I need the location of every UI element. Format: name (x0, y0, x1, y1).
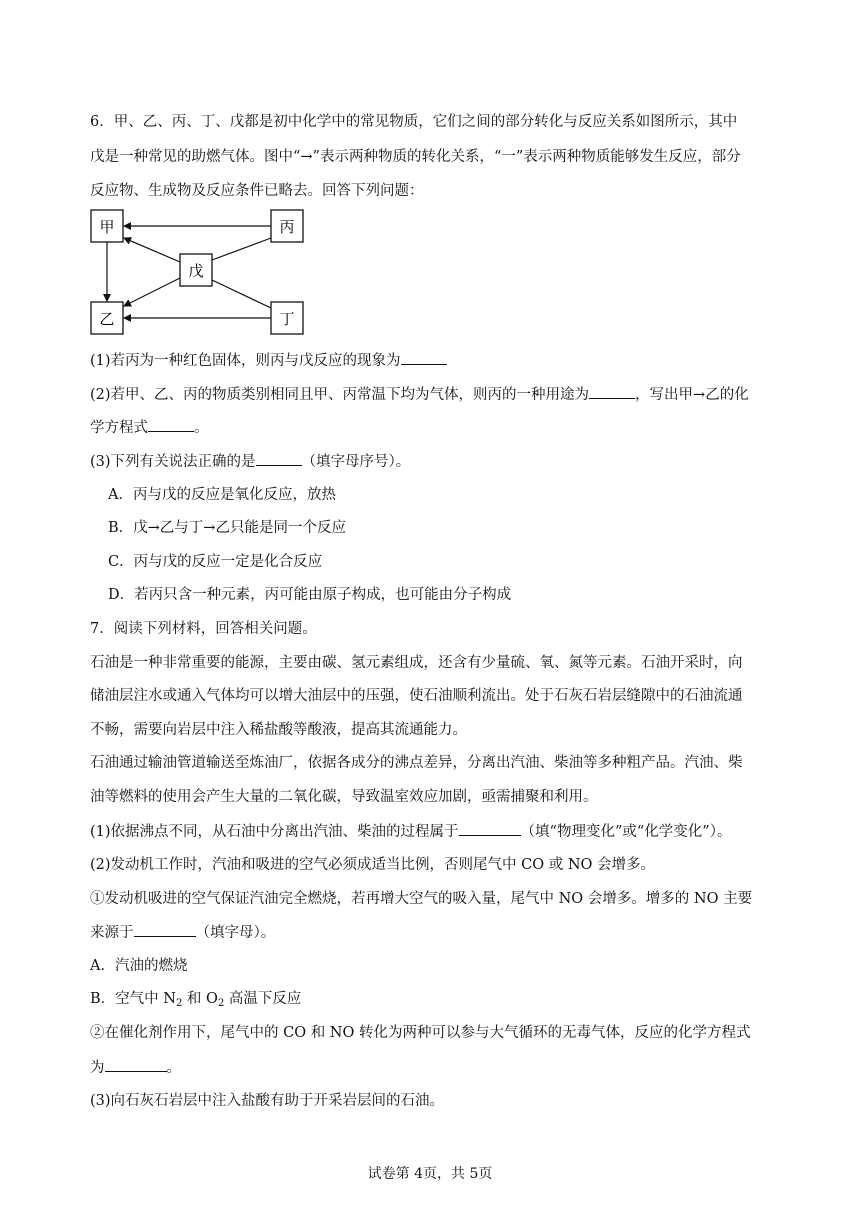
q7-material1-line3: 不畅，需要向岩层中注入稀盐酸等酸液，提高其流通能力。 (90, 722, 467, 738)
q7-part1-text-a: (1)依据沸点不同，从石油中分离出汽油、柴油的过程属于 (90, 824, 459, 840)
q6-part2-text-b: ，写出甲→乙的化 (635, 387, 749, 403)
q6-part2-line2 (90, 417, 209, 438)
q7-part3: (3)向石灰石岩层中注入盐酸有助于开采岩层间的石油。 (90, 1093, 445, 1109)
q7-part2-1-line2 (90, 922, 275, 943)
q7-part1-text-b: （填“物理变化”或“化学变化”）。 (520, 824, 732, 840)
q6-part3 (90, 451, 410, 472)
label-yi: 乙 (99, 310, 115, 328)
q6-part2-blank1 (589, 384, 635, 399)
arrow-wu-to-jia (124, 238, 180, 262)
q6-option-d: D．若丙只含一种元素，丙可能由原子构成，也可能由分子构成 (108, 587, 512, 603)
q6-part3-text-b: （填字母序号）。 (301, 454, 411, 470)
q6-part2-blank2 (148, 417, 194, 432)
q7-stem: 7．阅读下列材料，回答相关问题。 (90, 621, 317, 637)
q6-part2-text-a: (2)若甲、乙、丙的物质类别相同且甲、丙常温下均为气体，则丙的一种用途为 (90, 387, 590, 403)
q7-option-b-sub1: 2 (175, 998, 183, 1009)
q7-part2-2-blank (105, 1057, 167, 1072)
q7-part1-blank (459, 821, 521, 836)
q7-part2-2-line2 (90, 1057, 181, 1078)
q7-part2-2-text-a: 为 (90, 1060, 105, 1076)
q7-part2-2-line1: ②在催化剂作用下，尾气中的 CO 和 NO 转化为两种可以参与大气循环的无毒气体，反应的化学方程式 (90, 1025, 751, 1041)
q7-part2-1-blank (134, 922, 196, 937)
label-jia: 甲 (99, 218, 115, 236)
q6-part1 (90, 350, 447, 371)
page-footer: 试卷第 4页，共 5页 (367, 1166, 493, 1182)
q7-option-b-text-b: 和 O (182, 991, 218, 1007)
q7-material2-line2: 油等燃料的使用会产生大量的二氧化碳，导致温室效应加剧，亟需捕聚和利用。 (90, 789, 598, 805)
q6-part3-blank (256, 451, 302, 466)
q7-option-a: A．汽油的燃烧 (90, 958, 188, 974)
q6-part2-text-d: 。 (194, 420, 209, 436)
q7-option-b-sub2: 2 (217, 998, 225, 1009)
q7-option-b-text-c: 高温下反应 (224, 991, 302, 1007)
q7-material1-line1: 石油是一种非常重要的能源，主要由碳、氢元素组成，还含有少量硫、氧、氮等元素。石油开采时，向 (90, 655, 743, 671)
link-wu-bing (212, 238, 271, 260)
label-ding: 丁 (279, 310, 295, 328)
q6-part1-blank (401, 350, 447, 365)
q7-option-b-text-a: B．空气中 N (90, 991, 176, 1007)
q6-part2-line1 (90, 384, 749, 405)
q7-part2-2-text-b: 。 (166, 1060, 181, 1076)
link-wu-ding (212, 280, 271, 308)
q6-option-c: C．丙与戊的反应一定是化合反应 (108, 554, 323, 570)
q7-part2-1-line1: ①发动机吸进的空气保证汽油完全燃烧，若再增大空气的吸入量，尾气中 NO 会增多。增多的 NO 主要 (90, 891, 753, 907)
q7-part1 (90, 821, 731, 842)
arrow-wu-to-yi (124, 278, 180, 306)
label-wu: 戊 (188, 262, 204, 280)
q7-part2: (2)发动机工作时，汽油和吸进的空气必须成适当比例，否则尾气中 CO 或 NO 会增多。 (90, 857, 656, 873)
q6-stem-line3: 反应物、生成物及反应条件已略去。回答下列问题： (90, 183, 424, 199)
label-bing: 丙 (279, 218, 295, 236)
q6-part3-text-a: (3)下列有关说法正确的是 (90, 454, 256, 470)
q7-option-b (90, 989, 301, 1014)
q6-stem-line2: 戊是一种常见的助燃气体。图中“→”表示两种物质的转化关系，“一”表示两种物质能够发生反应，部分 (90, 149, 741, 165)
q7-material1-line2: 储油层注水或通入气体均可以增大油层中的压强，使石油顺利流出。处于石灰石岩层缝隙中的石油流通 (90, 688, 743, 704)
q6-option-b: B．戊→乙与丁→乙只能是同一个反应 (108, 520, 346, 536)
q6-part2-text-c: 学方程式 (90, 420, 148, 436)
q7-part2-1-text-b: （填字母）。 (195, 925, 276, 941)
q6-stem-line1: 6．甲、乙、丙、丁、戊都是初中化学中的常见物质，它们之间的部分转化与反应关系如图所示，其中 (90, 114, 738, 130)
q6-option-a: A．丙与戊的反应是氧化反应，放热 (108, 487, 336, 503)
q6-part1-text: (1)若丙为一种红色固体，则丙与戊反应的现象为 (90, 353, 401, 369)
q7-material2-line1: 石油通过输油管道输送至炼油厂，依据各成分的沸点差异，分离出汽油、柴油等多种粗产品。汽油、柴 (90, 755, 743, 771)
q6-reaction-diagram (90, 208, 310, 338)
q7-part2-1-text-a: 来源于 (90, 925, 134, 941)
